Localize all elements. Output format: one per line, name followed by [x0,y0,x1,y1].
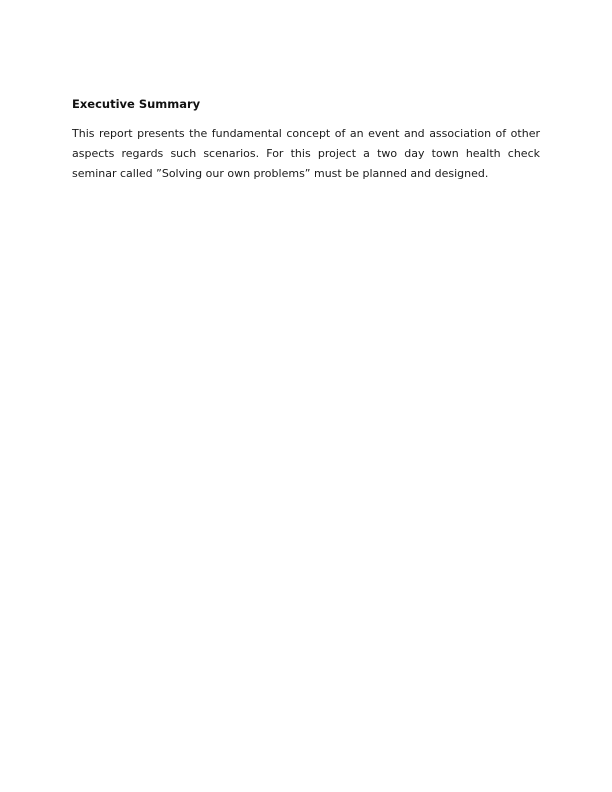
page-content [72,97,540,184]
body-paragraph: This report presents the fundamental concept of an event and association of other aspects regards such scenarios. For this project a two day town health check seminar called ”Solving our own problems” must be planned and designed. [72,127,540,180]
section-heading: Executive Summary [72,97,201,111]
